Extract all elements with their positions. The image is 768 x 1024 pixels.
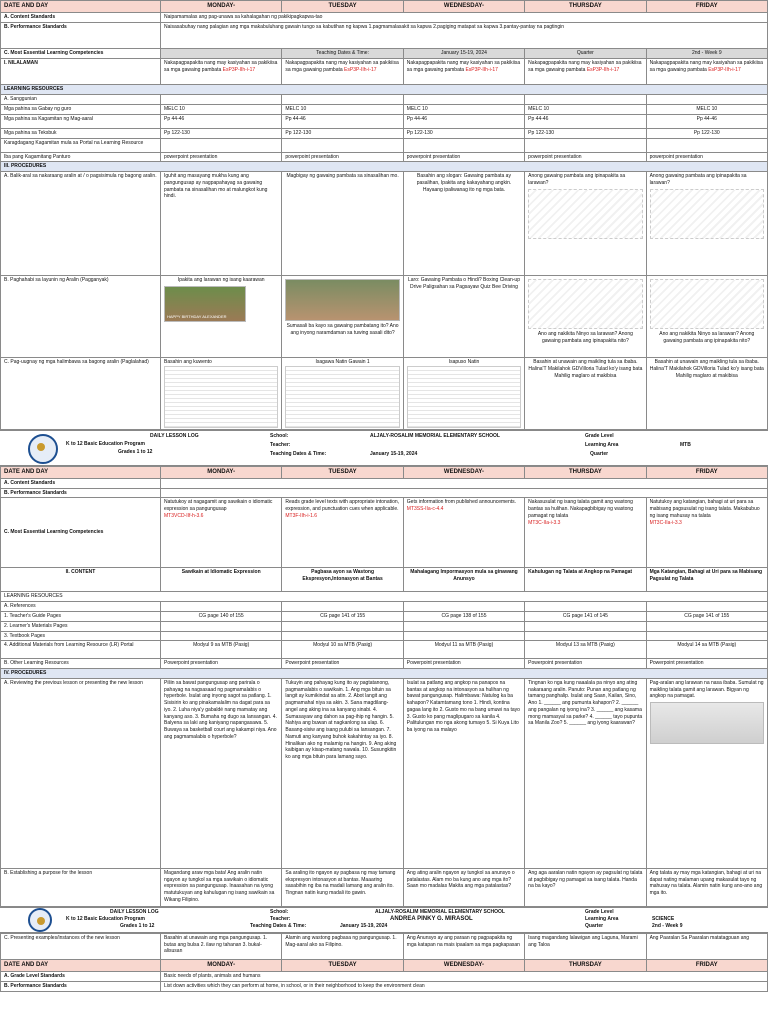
melc-tue: Reads grade level texts with appropriate intonation, expression, and punctuation cues when applicable. MT3F-IIh-i-1.6 bbox=[282, 498, 403, 568]
friday-header: FRIDAY bbox=[646, 1, 767, 13]
sanggunian-label: A. Sanggunian bbox=[1, 95, 161, 105]
school-label: School: bbox=[270, 908, 289, 915]
dll-header-banner bbox=[0, 430, 768, 466]
dll-grades: Grades 1 to 12 bbox=[120, 922, 155, 929]
children-activity-photo bbox=[285, 279, 399, 321]
content-standards: Naipamamalas ang pag-unawa sa kahalagahan ng pakikipagkapwa-tao bbox=[161, 13, 768, 23]
story-text-image bbox=[164, 366, 278, 428]
nilalaman-wed: Nakapagpapakita nang may kasiyahan sa pakikiisa sa mga gawaing pambata EsP3P-IIh-i-17 bbox=[403, 59, 524, 85]
dll-program: K to 12 Basic Education Program bbox=[66, 915, 145, 922]
quarter-label: Quarter bbox=[525, 49, 646, 59]
content-standards-label: A. Content Standards bbox=[1, 13, 161, 23]
melc-mon: Natutukoy at nagagamit ang sawikain o idiomatic expression sa pangungusap MT3VCD-IIf-h-3.6 bbox=[161, 498, 282, 568]
kids-drawing-image bbox=[650, 189, 764, 239]
pag-uugnay-wed: Isapuso Natin bbox=[403, 358, 524, 430]
pag-uugnay-label: C. Pag-uugnay ng mga halimbawa sa bagong aralin (Paglalahad) bbox=[1, 358, 161, 430]
purpose-label: B. Establishing a purpose for the lesson bbox=[1, 868, 161, 906]
content-standards-label: A. Content Standards bbox=[1, 478, 161, 488]
review-tue: Tukuyin ang pahayag kung ito ay pagtatanong, pagmamalabis o sawikain. 1. Ang mga bituin sa langit ay kumikindat sa atin. 2. Abot langit ang pagmamahal niya sa akin. 3. Sana magdilang-angel ang aking ina sa kanyang sinabi. 4. Sumasayaw ang dahon sa pag-ihip ng hangin. 5. Nahiya ang buwan at nagkanlong sa ulap. 6. Basang-sisiw ang isang pulubi sa lansangan. 7. Namuti ang kanyang buhok kakahintay sa iyo. 8. Hinalikan ako ng malamig na hangin. 9. Ang aking kaibigan ay kisap-matang nawala. 10. Susungkitin ko ang mga bituin para lamang sayo. bbox=[282, 678, 403, 868]
grade-level-label: Grade Level bbox=[585, 432, 614, 439]
melc-fri: Natutukoy ang katangian, bahagi at uri para sa mabisang pagsusulat ng isang talata. Makabubuo ng isang mahusay na talata MT3C-IIa-i-3.3 bbox=[646, 498, 767, 568]
learning-area-value: MTB bbox=[680, 441, 691, 448]
paghahabi-mon: Ipakita ang larawan ng isang kaarawan HAPPY BIRTHDAY ALEXANDER bbox=[161, 276, 282, 358]
dates-value: January 15-19, 2024 bbox=[340, 922, 388, 929]
grade-level-standards-label: A. Grade Level Standards bbox=[1, 971, 161, 981]
quarter-value: 2nd - Week 9 bbox=[646, 49, 767, 59]
quarter-value: 2nd - Week 9 bbox=[652, 922, 683, 929]
school-name: ALJALY-ROSALIM MEMORIAL ELEMENTARY SCHOOL bbox=[375, 908, 505, 915]
nilalaman-label: I. NILALAMAN bbox=[1, 59, 161, 85]
review-label: A. Reviewing the previous lesson or presenting the new lesson bbox=[1, 678, 161, 868]
balik-aral-fri: Anong gawaing pambata ang ipinapakita sa larawan? bbox=[646, 172, 767, 276]
tuesday-header: TUESDAY bbox=[282, 1, 403, 13]
date-day-header: DATE AND DAY bbox=[1, 1, 161, 13]
content-label: II. CONTENT bbox=[1, 568, 161, 592]
nilalaman-mon: Nakapagpapakita nang may kasiyahan sa pakikiisa sa mga gawaing pambata EsP3P-IIh-i-17 bbox=[161, 59, 282, 85]
teaching-dates: January 15-19, 2024 bbox=[403, 49, 524, 59]
other-resources-label: B. Other Learning Resources bbox=[1, 659, 161, 669]
worksheet-image bbox=[407, 366, 521, 428]
balik-aral-tue: Magbigay ng gawaing pambata sa sinasalihan mo. bbox=[282, 172, 403, 276]
dates-label: Teaching Dates & Time: bbox=[250, 922, 307, 929]
learning-resources-label: LEARNING RESOURCES bbox=[1, 85, 768, 95]
dll-program: K to 12 Basic Education Program bbox=[66, 440, 145, 447]
references-label: A. References bbox=[1, 602, 161, 612]
balik-aral-thu: Anong gawaing pambata ang ipinapakita sa larawan? bbox=[525, 172, 646, 276]
pag-uugnay-fri: Basahin at unawain ang maikling tula sa ibaba. Halina'T Makilahok GDVilloria Tulad ko'y isang bata Mahilig maglaro at makibisa bbox=[646, 358, 767, 430]
pag-uugnay-mon: Basahin ang kuwento bbox=[161, 358, 282, 430]
deped-seal-icon bbox=[28, 908, 52, 932]
additional-materials-label: 4. Additional Materials from Learning Resource (LR) Portal bbox=[1, 641, 161, 659]
textbook-label: 3. Textbook Pages bbox=[1, 631, 161, 641]
melc-thu: Nakasusulat ng isang talata gamit ang wastong bantas sa hulihan. Nakapagbibigay ng wastong pamagat ng talata MT3C-IIa-i-3.3 bbox=[525, 498, 646, 568]
procedures-label: III. PROCEDURES bbox=[1, 162, 768, 172]
pag-uugnay-tue: Isagawa Natin Gawain 1 bbox=[282, 358, 403, 430]
dll-grades: Grades 1 to 12 bbox=[118, 448, 153, 455]
grade-level-standards: Basic needs of plants, animals and humans bbox=[161, 971, 768, 981]
balik-aral-mon: Iguhit ang masayang mukha kung ang pangungusap ay nagpapahayag sa gawaing pambata na sinasalihan mo at malungkot kung hindi. bbox=[161, 172, 282, 276]
family-photo bbox=[650, 702, 764, 744]
days-header-row bbox=[1, 1, 768, 13]
karagdagan-label: Karagdagang Kagamitan mula sa Portal na Learning Resource bbox=[1, 138, 161, 152]
grade-level-label: Grade Level bbox=[585, 908, 614, 915]
worksheet-image bbox=[285, 366, 399, 428]
review-fri: Pag-aralan ang larawan na nasa ibaba. Sumulat ng maikling talata gamit ang larawan. Bigyan ng angkop na pamagat. bbox=[646, 678, 767, 868]
science-lesson-table: C. Presenting examples/instances of the new lesson Basahin at unawain ang mga pangungusap. 1. butas ang bulsa 2. ilaw ng tahanan 3. bukal-alisusan Alamin ang wastong pagbasa ng pangungusap. 1. Mag-aaral ako sa Filipino. Ang Anunsyo ay ang paraan ng pagpapakita ng mga katapan na mais ipaalam sa mga pagkapasan Isang magandang lalawigan ang Laguna, Marami ang Taloa Ang Paaralan Sa Paaralan matatagpuan ang DATE AND DAY MONDAY- TUESDAY WEDNESDAY- THURSDAY FRIDAY A. Grade Level Standards Basic needs of plants, animals and humans B. Performance Standards List down activities which they can perform at home, in school, or in their neighborhood to keep the environment clean bbox=[0, 933, 768, 992]
school-label: School: bbox=[270, 432, 289, 439]
learning-area-label: Learning Area bbox=[585, 915, 619, 922]
iba-label: Iba pang Kagamitang Panturo bbox=[1, 152, 161, 162]
balik-aral-label: A. Balik-aral sa nakaraang aralin at / o pagsisimula ng bagong aralin. bbox=[1, 172, 161, 276]
content-wed: Mahalagang Impormasyon mula sa ginawang Anunsyo bbox=[403, 568, 524, 592]
days-header-row: DATE AND DAY MONDAY- TUESDAY WEDNESDAY- THURSDAY FRIDAY bbox=[1, 959, 768, 971]
performance-standards-label: B. Performance Standards bbox=[1, 488, 161, 498]
kids-drawing-image bbox=[528, 279, 642, 329]
paghahabi-thu: Ano ang nakikita Ninyo sa larawan? Anong gawaing pambata ang ipinapakita nito? bbox=[525, 276, 646, 358]
review-thu: Tingnan ko nga kung naaalala pa ninyo ang ating nakaraang aralin. Panuto: Punan ang patlang ng tamang panghalip. Isulat ang Saan, Kailan, Sino, Ano 1. ______ ang pumunta kahapon? 2. ______ ang pangalan ng iyong ina? 3. ______ ang kasama mong mamasyal sa parke? 4. ______ tayo pupunta sa Manila Zoo? 5. ______ ang iyong kaarawan? bbox=[525, 678, 646, 868]
dll-header-banner bbox=[0, 907, 768, 933]
dates-value: January 15-19, 2024 bbox=[370, 450, 418, 457]
dll-title: DAILY LESSON LOG bbox=[110, 908, 159, 915]
pag-uugnay-thu: Basahin at unawain ang maikling tula sa ibaba. Halina'T Makilahok GDVilloria Tulad ko'y isang bata Mahilig maglaro at makibisa bbox=[525, 358, 646, 430]
teacher-label: Teacher: bbox=[270, 915, 291, 922]
mtb-lesson-table: DATE AND DAY MONDAY- TUESDAY WEDNESDAY- THURSDAY FRIDAY A. Content Standards B. Performance Standards C. Most Essential Learning Competencies Natutukoy at nagagamit ang sawikain o idiomatic expression sa pangungusap MT3VCD-IIf-h-3.6 Reads grade level texts with appropriate intonation, expression, and punctuation cues when applicable. MT3F-IIh-i-1.6 Gets information from published announcements. MT3SS-IIa-c-4.4 Nakasusulat ng isang talata gamit ang wastong bantas sa hulihan. Nakapagbibigay ng wastong pamagat ng talata MT3C-IIa-i-3.3 Natutukoy ang katangian, bahagi at uri para sa mabisang pagsusulat ng isang talata. Makabubuo ng isang mahusay na talata MT3C-IIa-i-3.3 II. CONTENT Sawikain at Idiomatic Expression Pagbasa ayon sa Wastong Ekspresyon,Intonasyon at Bantas Mahalagang Impormasyon mula sa ginawang Anunsyo Kahulugan ng Talata at Angkop na Pamagat Mga Katangian, Bahagi at Uri para sa Mabisang Pagsulat ng Talata LEARNING RESOURCES A. References 1. Teacher's Guide Pages CG page 140 of 155 CG page 141 of 155 CG page 138 of 155 CG page 141 of 145 CG page 141 of 155 2. Learner's Materials Pages 3. Textbook Pages 4. Additional Materials from Learning Resource (LR) Portal Modyul 9 sa MTB (Pasig) Modyul 10 sa MTB (Pasig) Modyul 11 sa MTB (Pasig) Modyul 13 sa MTB (Pasig) Modyul 14 sa MTB (Pasig) B. Other Learning Resources Powerpoint presentation Powerpoint presentation Powerpoint presentation Powerpoint presentation Powerpoint presentation IV. PROCEDURES A. Reviewing the previous lesson or presenting the new lesson Piliin sa bawat pangungusap ang parirala o pahayag na nagsasaad ng pagmamalabis o hyperbole. Isulat ang inyong sagot sa patlang. 1. Sisisirin ko ang pinakamalalim na dagat para sa iyo. 2. Luha niya'y gabaldé nang mamatay ang kanyang aso. 3. Bumaha ng dugo sa lansangan. 4. Balyena sa laki ang kaniyang napangasawa. 5. Buwaya sa basketball court ang kakampi niya. Ano ang pagmamalabis o hyperbole? Tukuyin ang pahayag kung ito ay pagtatanong, pagmamalabis o sawikain. 1. Ang mga bituin sa langit ay kumikindat sa atin. 2. Abot langit ang pagmamahal niya sa akin. 3. Sana magdilang-angel ang aking ina sa kanyang sinabi. 4. Sumasayaw ang dahon sa pag-ihip ng hangin. 5. Nahiya ang buwan at nagkanlong sa ulap. 6. Basang-sisiw ang isang pulubi sa lansangan. 7. Namuti ang kanyang buhok kakahintay sa iyo. 8. Hinalikan ako ng malamig na hangin. 9. Ang aking kaibigan ay kisap-matang nawala. 10. Susungkitin ko ang mga bituin para lamang sayo. Isulat sa patlang ang angkop na panapos na bantas at angkop na intonasyon sa hulihan ng bawat pangungusap. Halimbawa: Natulog ka ba kahapon? Katamtamang tono 1. Hindi, kontina gagaa lang ito 2. Gusto mo na bang umuwi na tayo 3. Gusto ko pang maglipugaro sa kanila 4. Palitulungan mo nga akong tumayo 5. Si Kuya Lito ba iyong na sa malayo Tingnan ko nga kung naaalala pa ninyo ang ating nakaraang aralin. Panuto: Punan ang patlang ng tamang panghalip. Isulat ang Saan, Kailan, Sino, Ano 1. ______ ang pumunta kahapon? 2. ______ ang pangalan ng iyong ina? 3. ______ ang kasama mong mamasyal sa parke? 4. ______ tayo pupunta sa Manila Zoo? 5. ______ ang iyong kaarawan? Pag-aralan ang larawan na nasa ibaba. Sumulat ng maikling talata gamit ang larawan. Bigyan ng angkop na pamagat. B. Establishing a purpose for the lesson Magandang araw mga bata! Ang aralin natin ngayon ay tungkol sa mga sawikain o idiomatic expression sa pangungusap. Inaasahan na iyong matutukuyan ang kahulugan ng isang sawikain sa Wikang Filipino. Sa araling ito ngayon ay pagbasa ng may tamang ekspresyon intonasyon at bantas. Maaaring sasabihin ng iba na madali lamang ang aralin ito. Tingnan natin kung madali ito gawin. Ang ating aralin ngayon ay tungkol sa anunsyo o patalastas. Alam mo ba kung ano ang mga ito? Saan mo madalas Makita ang mga patalastas? Ang aga aaralan natin ngayon ay pagsulat ng talata at pagbibigay ng pamagat sa isang talata. Handa na ba kayo? Ang talata ay may mga katangian, bahagi at uri na dapat nating malaman upang makasulat tayo ng mahusay na talata. Alamin natin kung ano-ano ang mga ito. bbox=[0, 466, 768, 907]
performance-standards-label: B. Performance Standards bbox=[1, 981, 161, 991]
deped-seal-icon bbox=[28, 434, 58, 464]
kagamitan-label: Mga pahina sa Kagamitan ng Mag-aaral bbox=[1, 114, 161, 128]
dates-label: Teaching Dates & Time: bbox=[270, 450, 327, 457]
teaching-dates-label: Teaching Dates & Time: bbox=[282, 49, 403, 59]
performance-standards: List down activities which they can perform at home, in school, or in their neighborhood to keep the environment clean bbox=[161, 981, 768, 991]
nilalaman-tue: Nakapagpapakita nang may kasiyahan sa pakikiisa sa mga gawaing pambata EsP3P-IIh-i-17 bbox=[282, 59, 403, 85]
paghahabi-tue: Sumasali ba kayo sa gawaing pambatang ito? Ano ang inyong naramdaman sa tuwing sasali dito? bbox=[282, 276, 403, 358]
paghahabi-wed: Laro: Gawaing Pambata o Hindi? Boxing Clean-up Drive Paligsahan sa Pagsayaw Quiz Bee Driving bbox=[403, 276, 524, 358]
review-wed: Isulat sa patlang ang angkop na panapos na bantas at angkop na intonasyon sa hulihan ng bawat pangungusap. Halimbawa: Natulog ka ba kahapon? Katamtamang tono 1. Hindi, kontina gagaa lang ito 2. Gusto mo na bang umuwi na tayo 3. Gusto ko pang maglipugaro sa kanila 4. Palitulungan mo nga akong tumayo 5. Si Kuya Lito ba iyong na sa malayo bbox=[403, 678, 524, 868]
school-name: ALJALY-ROSALIM MEMORIAL ELEMENTARY SCHOOL bbox=[370, 432, 500, 439]
nilalaman-thu: Nakapagpapakita nang may kasiyahan sa pakikiisa sa mga gawaing pambata EsP3P-IIh-i-17 bbox=[525, 59, 646, 85]
performance-standards-label: B. Performance Standards bbox=[1, 23, 161, 49]
birthday-photo: HAPPY BIRTHDAY ALEXANDER bbox=[164, 286, 246, 322]
procedures-label: IV. PROCEDURES bbox=[1, 669, 768, 679]
paghahabi-fri: Ano ang nakikita Ninyo sa larawan? Anong gawaing pambata ang ipinapakita nito? bbox=[646, 276, 767, 358]
melc-label: C. Most Essential Learning Competencies bbox=[1, 49, 161, 59]
melc-wed: Gets information from published announcements. MT3SS-IIa-c-4.4 bbox=[403, 498, 524, 568]
paghahabi-label: B. Paghahabi sa layunin ng Aralin (Pagganyak) bbox=[1, 276, 161, 358]
teachers-guide-label: 1. Teacher's Guide Pages bbox=[1, 611, 161, 621]
wednesday-header: WEDNESDAY- bbox=[403, 1, 524, 13]
learning-resources-label: LEARNING RESOURCES bbox=[1, 592, 768, 602]
learners-materials-label: 2. Learner's Materials Pages bbox=[1, 621, 161, 631]
quarter-label: Quarter bbox=[590, 450, 609, 457]
presenting-label: C. Presenting examples/instances of the new lesson bbox=[1, 933, 161, 959]
monday-header: MONDAY- bbox=[161, 1, 282, 13]
teacher-name: ANDREA PINKY G. MIRASOL bbox=[390, 915, 473, 922]
balik-aral-wed: Basahin ang slogan: Gawaing pambata ay pasalihan, Ipakita ang kakayahang angkin. Hayaang ipaliwanag ito ng mga bata. bbox=[403, 172, 524, 276]
teacher-label: Teacher: bbox=[270, 441, 291, 448]
teksbuk-label: Mga pahina sa Teksbuk bbox=[1, 128, 161, 138]
dll-title: DAILY LESSON LOG bbox=[150, 432, 199, 439]
nilalaman-fri: Nakapagpapakita nang may kasiyahan sa pakikiisa sa mga gawaing pambata EsP3P-IIh-i-17 bbox=[646, 59, 767, 85]
content-mon: Sawikain at Idiomatic Expression bbox=[161, 568, 282, 592]
kids-drawing-image bbox=[650, 279, 764, 329]
review-mon: Piliin sa bawat pangungusap ang parirala o pahayag na nagsasaad ng pagmamalabis o hyperbole. Isulat ang inyong sagot sa patlang. 1. Sisisirin ko ang pinakamalalim na dagat para sa iyo. 2. Luha niya'y gabaldé nang mamatay ang kanyang aso. 3. Bumaha ng dugo sa lansangan. 4. Balyena sa laki ang kaniyang napangasawa. 5. Buwaya sa basketball court ang kakampi niya. Ano ang pagmamalabis o hyperbole? bbox=[161, 678, 282, 868]
kids-drawing-image bbox=[528, 189, 642, 239]
content-thu: Kahulugan ng Talata at Angkop na Pamagat bbox=[525, 568, 646, 592]
thursday-header: THURSDAY bbox=[525, 1, 646, 13]
content-tue: Pagbasa ayon sa Wastong Ekspresyon,Intonasyon at Bantas bbox=[282, 568, 403, 592]
esp-lesson-table: DATE AND DAY MONDAY- TUESDAY WEDNESDAY- THURSDAY FRIDAY A. Content Standards Naipamamalas ang pag-unawa sa kahalagahan ng pakikipagkapwa-tao B. Performance Standards Naisasabuhay nang palagian ang mga makabuluhang gawain tungo sa kabutihan ng kapwa 1.pagmamalasakit sa kapwa 2.pagiging matapat sa kapwa 3.pantay-pantay na pagtingin C. Most Essential Learning Competencies Teaching Dates & Time: January 15-19, 2024 Quarter 2nd - Week 9 I. NILALAMAN Nakapagpapakita nang may kasiyahan sa pakikiisa sa mga gawaing pambata EsP3P-IIh-i-17 Nakapagpapakita nang may kasiyahan sa pakikiisa sa mga gawaing pambata EsP3P-IIh-i-17 Nakapagpapakita nang may kasiyahan sa pakikiisa sa mga gawaing pambata EsP3P-IIh-i-17 Nakapagpapakita nang may kasiyahan sa pakikiisa sa mga gawaing pambata EsP3P-IIh-i-17 Nakapagpapakita nang may kasiyahan sa pakikiisa sa mga gawaing pambata EsP3P-IIh-i-17 LEARNING RESOURCES A. Sanggunian Mga pahina sa Gabay ng guro MELC 10 MELC 10 MELC 10 MELC 10 MELC 10 Mga pahina sa Kagamitan ng Mag-aaral Pp 44-46 Pp 44-46 Pp 44-46 Pp 44-46 Pp 44-46 Mga pahina sa Teksbuk Pp 122-130 Pp 122-130 Pp 122-130 Pp 122-130 Pp 122-130 Karagdagang Kagamitan mula sa Portal na Learning Resource Iba pang Kagamitang Panturo powerpoint presentation powerpoint presentation powerpoint presentation powerpoint presentation powerpoint presentation III. PROCEDURES A. Balik-aral sa nakaraang aralin at / o pagsisimula ng bagong aralin. Iguhit ang masayang mukha kung ang pangungusap ay nagpapahayag sa gawaing pambata na sinasalihan mo at malungkot kung hindi. Magbigay ng gawaing pambata sa sinasalihan mo. Basahin ang slogan: Gawaing pambata ay pasalihan, Ipakita ang kakayahang angkin. Hayaang ipaliwanag ito ng mga bata. Anong gawaing pambata ang ipinapakita sa larawan? Anong gawaing pambata ang ipinapakita sa larawan? B. Paghahabi sa layunin ng Aralin (Pagganyak) Ipakita ang larawan ng isang kaarawan HAPPY BIRTHDAY ALEXANDER Sumasali ba kayo sa gawaing pambatang ito? Ano ang inyong naramdaman sa tuwing sasali dito? Laro: Gawaing Pambata o Hindi? Boxing Clean-up Drive Paligsahan sa Pagsayaw Quiz Bee Driving Ano ang nakikita Ninyo sa larawan? Anong gawaing pambata ang ipinapakita nito? Ano ang nakikita Ninyo sa larawan? Anong gawaing pambata ang ipinapakita nito? C. Pag-uugnay ng mga halimbawa sa bagong aralin (Paglalahad) Basahin ang kuwento Isagawa Natin Gawain 1 Isapuso Natin Basahin at unawain ang maikling tula sa ibaba. Halina'T Makilahok GDVilloria Tulad ko'y isang bata Mahilig maglaro at makibisa Basahin at unawain ang maikling tula sa ibaba. Halina'T Makilahok GDVilloria Tulad ko'y isang bata Mahilig maglaro at makibisa bbox=[0, 0, 768, 430]
melc-label: C. Most Essential Learning Competencies bbox=[1, 498, 161, 568]
learning-area-label: Learning Area bbox=[585, 441, 619, 448]
quarter-label: Quarter bbox=[585, 922, 604, 929]
gabay-label: Mga pahina sa Gabay ng guro bbox=[1, 104, 161, 114]
content-fri: Mga Katangian, Bahagi at Uri para sa Mabisang Pagsulat ng Talata bbox=[646, 568, 767, 592]
learning-area-value: SCIENCE bbox=[652, 915, 675, 922]
days-header-row: DATE AND DAY MONDAY- TUESDAY WEDNESDAY- THURSDAY FRIDAY bbox=[1, 466, 768, 478]
performance-standards: Naisasabuhay nang palagian ang mga makabuluhang gawain tungo sa kabutihan ng kapwa 1.pagmamalasakit sa kapwa 2.pagiging matapat sa kapwa 3.pantay-pantay na pagtingin bbox=[161, 23, 768, 49]
